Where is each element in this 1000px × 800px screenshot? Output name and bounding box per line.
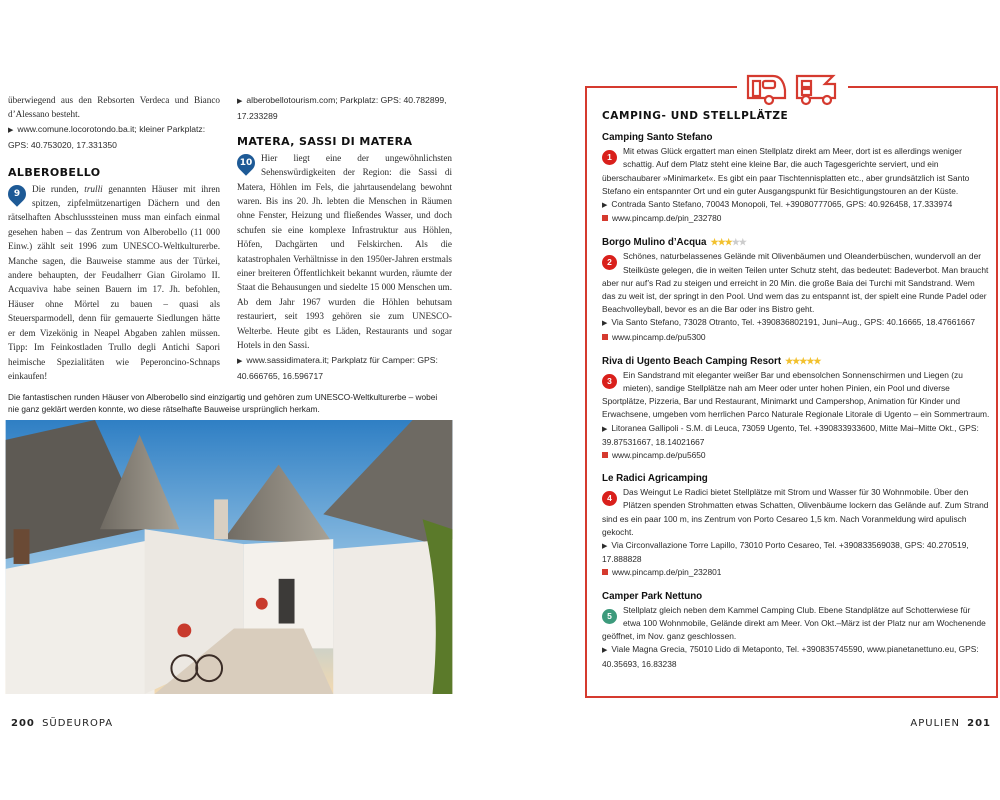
caravan-icon [748, 76, 785, 104]
entry-link[interactable]: www.pincamp.de/pu5650 [602, 449, 990, 462]
entry-title: Camper Park Nettuno [602, 590, 703, 602]
camping-entry [602, 472, 990, 579]
camping-heading: CAMPING- UND STELLPLÄTZE [602, 110, 789, 122]
triangle-icon: ▶ [602, 202, 608, 210]
entry-title: Borgo Mulino d’Acqua ★★★★★ [602, 237, 746, 249]
camping-list [602, 110, 990, 671]
number-badge: 5 [602, 609, 617, 624]
intro-info [8, 122, 220, 153]
camping-entry [602, 235, 990, 343]
entry-info: ▶ Contrada Santo Stefano, 70043 Monopoli, Tel. +39080777065, GPS: 40.926458, 17.333974 [602, 199, 953, 210]
entry-text: 1 Mit etwas Glück ergattert man einen Stellplatz direkt am Meer, dort ist es allerdings weniger schattig. Auf dem Platz steht eine kleine Bar, die auch Tagesgerichte serviert, und ein überschaubarer »Minimarket«. Es gibt ein paar Tischtennisplatten etc., aber grundsätzlich ist Santo Stefano ein entspannter Ort und ein guter Ausgangspunkt für Besichtigungstouren an der Küste. [602, 146, 970, 196]
camping-icons [745, 72, 841, 106]
star-rating: ★★★★★ [785, 355, 821, 366]
alberobello-link[interactable]: alberobellotourism.com; Parkplatz: GPS: 40.782899, 17.233289 [237, 95, 447, 122]
entry-link[interactable]: www.pincamp.de/pin_232780 [602, 212, 990, 225]
triangle-icon: ▶ [602, 647, 608, 655]
page-number: 201 [967, 718, 991, 729]
triangle-icon: ▶ [237, 357, 243, 365]
entry-link[interactable]: www.pincamp.de/pu5300 [602, 331, 990, 344]
triangle-icon: ▶ [602, 543, 608, 551]
box-border [848, 86, 998, 88]
entry-info: ▶ Via Santo Stefano, 73028 Otranto, Tel. +390836802191, Juni–Aug., GPS: 40.16665, 18.47661667 [602, 317, 975, 328]
photo-caption: Die fantastischen runden Häuser von Alberobello sind einzigartig und gehören zum UNESCO-Weltkulturerbe – wobei nie ganz geklärt werden konnte, wo diese rätselhafte Bauweise ursprünglich herkam. [8, 392, 438, 414]
matera-text: 10 Hier liegt eine der ungewöhnlichsten Sehenswürdigkeiten der Region: die Sassi di Matera, Höhlen im Fels, die jahrtausendelang bewohnt waren. Bis ins 20. Jh. lebten die Menschen in Räumen ohne Fenster, Heizung und fließendes Wasser, und doch schufen sie eine komplexe Infrastruktur aus Höhlen, Höfen, Dachgärten und Felskirchen. Als die katastrophalen Verhältnisse in den 1950er-Jahren erstmals einer breiteren Öffentlichkeit bekannt wurden, räumte der Staat die Behausungen und siedelte 15 000 Menschen um. Ab dem Jahr 1967 wurden die Höhlen behutsam restauriert, seit 1993 gehören sie zum UNESCO-Welterbe. Heute gibt es Läden, Restaurants und sogar Hotels in den Sassi. [237, 151, 452, 353]
entry-link[interactable]: www.pincamp.de/pin_232801 [602, 566, 990, 579]
entry-title: Le Radici Agricamping [602, 473, 708, 485]
entry-text: 2 Schönes, naturbelassenes Gelände mit Olivenbäumen und Oleanderbüschen, wundervoll an der Steilküste gelegen, die in weiten Teilen unter Schutz steht, das bedeutet: Badeverbot. Man braucht aber nur auf’s Rad zu steigen und erreicht in 20 Min. die große Baia dei Turchi mit Sandstrand. Wem das zu weit ist, der springt in den Pool. Und wem das zu entspannt ist, der spielt eine Runde Padel oder Beachvolleyball, bevor es an die Bar oder ins Bistro geht. [602, 251, 989, 315]
map-pin-icon: 10 [237, 154, 255, 176]
box-border [585, 86, 737, 88]
alberobello-trulli-photo [4, 420, 454, 694]
matera-link[interactable]: www.sassidimatera.it; Parkplatz für Camper: GPS: 40.666765, 16.596717 [237, 354, 438, 381]
star-rating: ★★★★★ [710, 237, 746, 248]
page-number: 200 [11, 718, 35, 729]
number-badge: 1 [602, 150, 617, 165]
square-bullet-icon [602, 569, 608, 575]
square-bullet-icon [602, 215, 608, 221]
intro-text: überwiegend aus den Rebsorten Verdeca und Bianco d’Alessano besteht. [8, 95, 220, 120]
square-bullet-icon [602, 334, 608, 340]
entry-text: 4 Das Weingut Le Radici bietet Stellplätze mit Strom und Wasser für 30 Wohnmobile. Über den Plätzen spenden Strohmatten etwas Schatten, Olivenbäume lockern das Gelände auf. Zum Strand sind es ein paar 100 m, ins Zentrum von Porto Cesareo 1,5 km. Nach Voranmeldung wird apulisch gekocht. [602, 487, 989, 537]
square-bullet-icon [602, 452, 608, 458]
matera-heading: MATERA, SASSI DI MATERA [237, 134, 413, 148]
number-badge: 4 [602, 491, 617, 506]
entry-info: ▶ Via Circonvallazione Torre Lapillo, 73010 Porto Cesareo, Tel. +390833569038, GPS: 40.270519, 17.888828 [602, 540, 969, 565]
alberobello-info [237, 93, 452, 124]
triangle-icon: ▶ [602, 425, 608, 433]
middle-column [237, 93, 452, 383]
triangle-icon: ▶ [8, 126, 14, 134]
number-badge: 2 [602, 255, 617, 270]
entry-text: 5 Stellplatz gleich neben dem Kammel Camping Club. Ebene Standplätze auf Schotterwiese für etwa 100 Wohnmobile, Gelände direkt am Meer. Von Okt.–März ist der Platz nur am Wochenende geöffnet, im Nov. ganz geschlossen. [602, 604, 986, 642]
entry-title: Camping Santo Stefano [602, 132, 713, 144]
number-badge: 3 [602, 374, 617, 389]
entry-info: ▶ Viale Magna Grecia, 75010 Lido di Metaponto, Tel. +390835745590, www.pianetanettuno.eu, GPS: 40.35693, 16.83238 [602, 644, 979, 669]
map-pin-icon: 9 [8, 185, 26, 207]
motorhome-icon [797, 76, 835, 104]
left-column [8, 93, 220, 383]
matera-info [237, 353, 452, 384]
entry-title: Riva di Ugento Beach Camping Resort ★★★★★ [602, 355, 821, 367]
alberobello-heading: ALBEROBELLO [8, 165, 101, 179]
triangle-icon: ▶ [602, 320, 608, 328]
entry-info: ▶ Litoranea Gallipoli - S.M. di Leuca, 73059 Ugento, Tel. +390833933600, Mitte Mai–Mitte Okt., GPS: 39.87531667, 18.14021667 [602, 422, 979, 447]
footer-left [8, 718, 113, 729]
section-name: SÜDEUROPA [42, 718, 114, 729]
triangle-icon: ▶ [237, 98, 243, 105]
alberobello-text: 9 Die runden, trulli genannten Häuser mit ihren spitzen, zipfelmützenartigen Dächern und den rätselhaften Abschlusssteinen muss man einfach einmal gesehen haben – das Zentrum von Alberobello (11 000 Einw.) zählt seit 1996 zum UNESCO-Weltkulturerbe. Manche sagen, die Bauweise stamme aus der Türkei, andere behaupten, der Feudalherr Gian Girolamo II. Acquaviva habe seinen Bauern im 17. Jh. befohlen, Häuser ohne Mörtel zu bauen – quasi als Steuersparmodell, denn für gemauerte Siedlungen hätte er dem Vizekönig in Neapel Abgaben zahlen müssen. Tipp: Im Feinkostladen Trullo degli Antichi Sapori heimische Spezialitäten wie Peperoncino-Schnaps einkaufen! [8, 182, 220, 384]
camping-entry [602, 590, 990, 671]
intro-link[interactable]: www.comune.locorotondo.ba.it; kleiner Parkplatz: GPS: 40.753020, 17.331350 [8, 123, 206, 151]
section-name: APULIEN [910, 718, 960, 729]
camping-entry [602, 131, 990, 225]
footer-right [910, 718, 994, 729]
camping-entry [602, 354, 990, 462]
entry-text: 3 Ein Sandstrand mit eleganter weißer Bar und ebensolchen Sonnenschirmen und Liegen (zu mieten), sandige Stellplätze nah am Meer oder unter hohen Pinien, ein Pool und diverse Sportplätze, Pizzeria, Bar und Restaurant, Minimarkt und Campershop, Animation für Kinder und Erwachsene, umgeben vom herrlichen Parco Naturale Regionale Litorale di Ugento – ein Sommertraum. [602, 369, 990, 420]
